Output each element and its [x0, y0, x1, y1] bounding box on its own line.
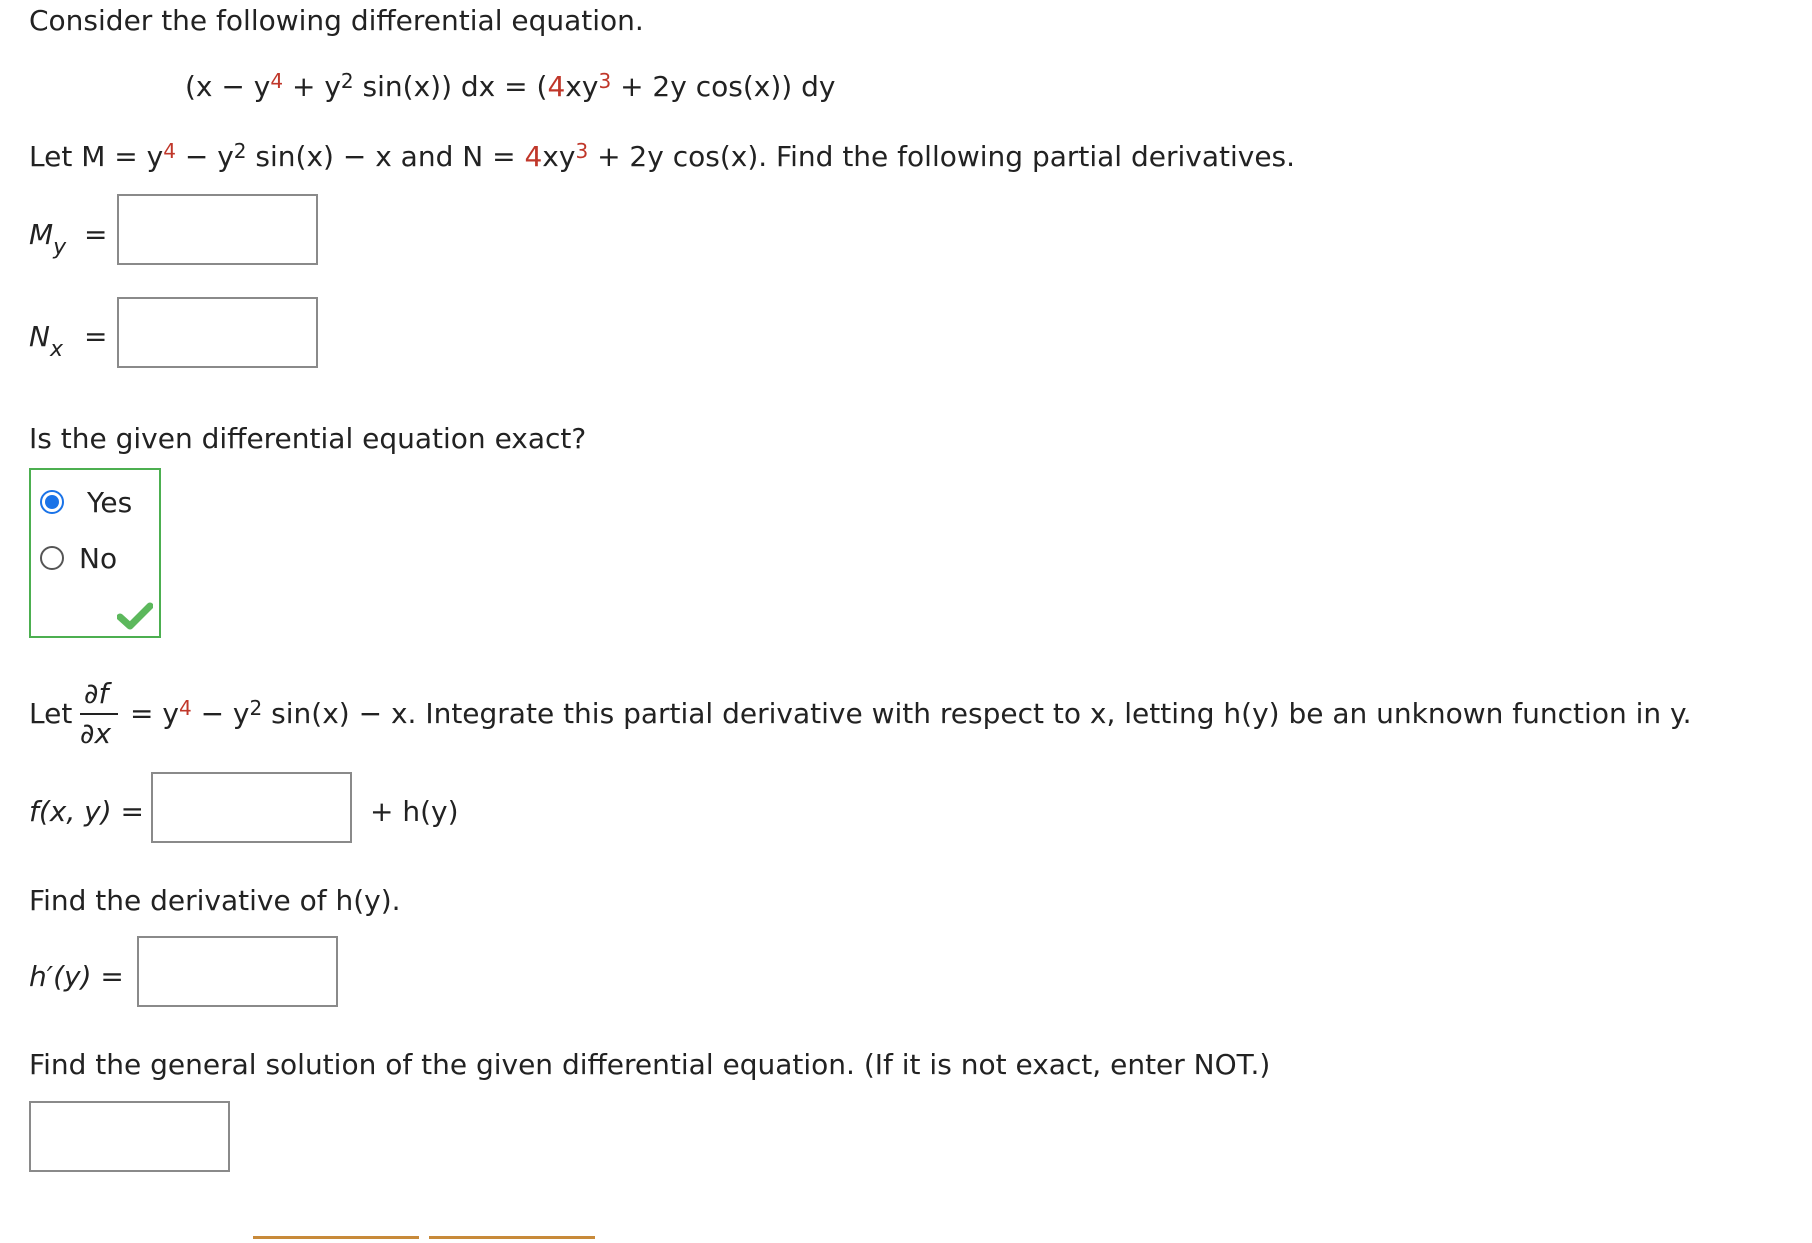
- my-label: $M_y$: [29, 218, 67, 260]
- nx-label: $N_x$: [29, 320, 63, 362]
- nx-answer-input[interactable]: [117, 297, 318, 368]
- option-no-label[interactable]: No: [79, 542, 118, 575]
- radio-no[interactable]: [40, 546, 64, 570]
- radio-yes[interactable]: [40, 490, 64, 514]
- let-word: Let: [29, 697, 73, 730]
- partial-denominator: ∂x: [80, 717, 112, 750]
- exact-choice-group: [29, 468, 161, 638]
- question-intro: Consider the following differential equation.: [29, 4, 644, 37]
- nx-equals: =: [84, 320, 108, 353]
- general-solution-input[interactable]: [29, 1101, 230, 1172]
- hprime-answer-input[interactable]: [137, 936, 338, 1007]
- fxy-label: f(x, y) =: [29, 795, 145, 828]
- find-derivative-text: Find the derivative of h(y).: [29, 884, 401, 917]
- fraction-bar: [80, 713, 118, 715]
- checkmark-icon: [117, 602, 153, 630]
- my-answer-input[interactable]: [117, 194, 318, 265]
- let-m-n-line: Let $M = y^4 - y^2$ sin(x) − x and $N = 4xy^3 + 2y$ cos(x). Find the following partial derivatives.: [29, 139, 1296, 173]
- plus-h-label: + h(y): [370, 795, 459, 828]
- general-solution-text: Find the general solution of the given differential equation. (If it is not exact, enter NOT.): [29, 1048, 1271, 1081]
- my-equals: =: [84, 218, 108, 251]
- fxy-answer-input[interactable]: [151, 772, 352, 843]
- option-yes-label[interactable]: Yes: [87, 486, 133, 519]
- partial-equation-text: = $y^4 - y^2$ sin(x) − x. Integrate this partial derivative with respect to x, letting h(y) be an unknown function in y.: [130, 696, 1692, 730]
- differential-equation: ($x - y^4 + y^2$ sin(x)) dx = ($4xy^3 + 2y$ cos(x)) dy: [185, 69, 836, 103]
- hprime-label: h′(y) =: [29, 960, 124, 993]
- partial-numerator: ∂f: [84, 677, 109, 710]
- exact-question: Is the given differential equation exact?: [29, 422, 587, 455]
